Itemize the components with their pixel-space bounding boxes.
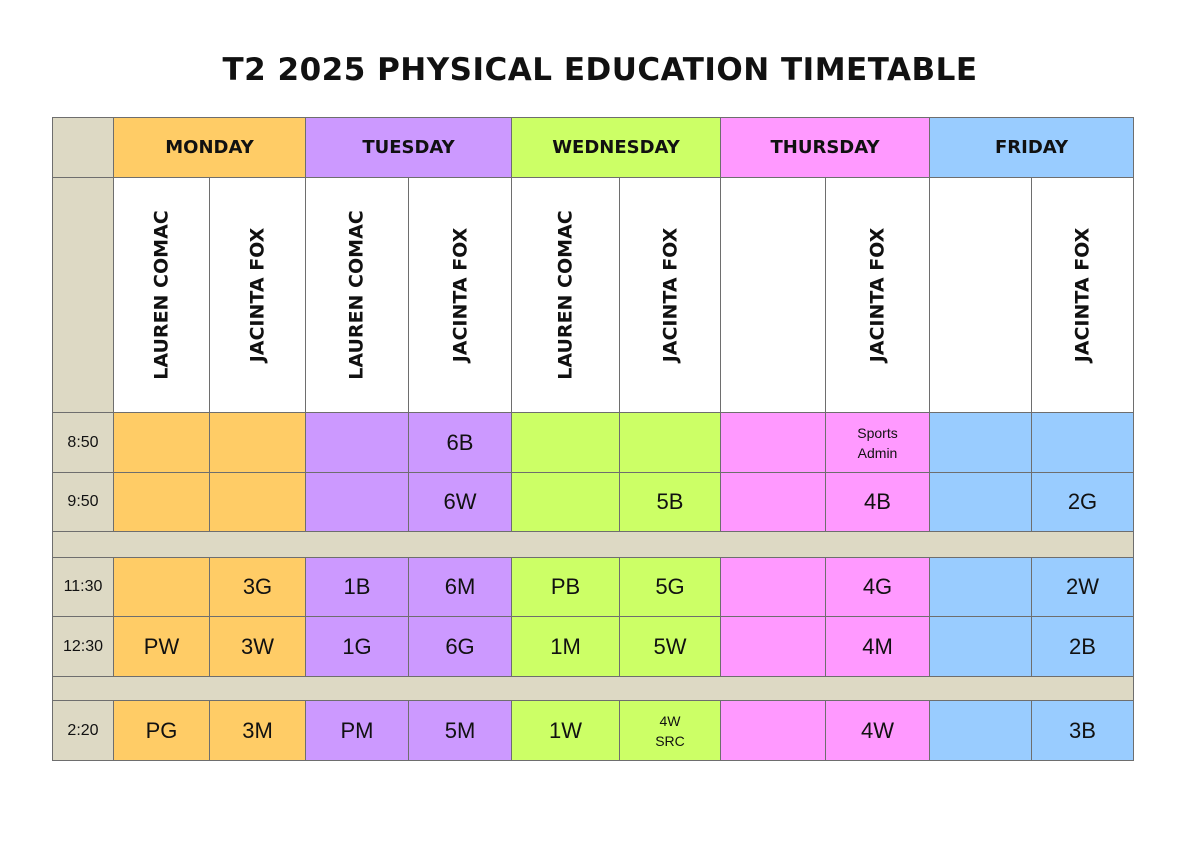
class-code: 1M: [550, 633, 581, 659]
class-code: 1B: [343, 574, 371, 599]
class-code: 4W: [861, 717, 894, 743]
class-code: 1G: [342, 633, 372, 659]
day-header-tuesday: [305, 117, 512, 178]
class-code: 6W: [443, 489, 477, 514]
day-label: THURSDAY: [770, 137, 880, 158]
class-cell: [825, 557, 930, 617]
day-header-monday: [113, 117, 306, 178]
time-label: 12:30: [62, 637, 104, 655]
class-code: 3B: [1069, 717, 1096, 743]
teacher-header: [619, 177, 721, 413]
class-code: PW: [143, 633, 180, 659]
class-code: 2B: [1069, 633, 1096, 659]
class-cell: [1031, 557, 1134, 617]
day-header-friday: [929, 117, 1134, 178]
class-cell: [113, 616, 210, 677]
class-cell: [1031, 616, 1134, 677]
time-cell: [52, 616, 114, 677]
teacher-header: [825, 177, 930, 413]
class-cell: [209, 616, 306, 677]
class-cell: [305, 616, 409, 677]
teacher-header: [1031, 177, 1134, 413]
class-cell: [825, 412, 930, 473]
day-header-wednesday: [511, 117, 721, 178]
teacher-name: JACINTA FOX: [659, 227, 682, 363]
page-title: T2 2025 PHYSICAL EDUCATION TIMETABLE: [222, 52, 978, 88]
time-label: 2:20: [67, 721, 99, 739]
class-code: 6B: [446, 429, 474, 455]
corner-cell-teachers: [52, 177, 114, 413]
class-cell: [113, 557, 210, 617]
teacher-header: [511, 177, 620, 413]
class-cell: [209, 557, 306, 617]
class-cell: [511, 557, 620, 617]
class-cell: [408, 700, 512, 761]
teacher-header: [720, 177, 826, 413]
class-code: 1W: [549, 717, 582, 743]
class-code: 6M: [444, 574, 476, 599]
teacher-header: [113, 177, 210, 413]
class-cell: [929, 616, 1032, 677]
class-cell: [511, 472, 620, 532]
class-cell: [619, 557, 721, 617]
class-cell: [1031, 412, 1134, 473]
class-cell: [209, 412, 306, 473]
time-label: 9:50: [67, 493, 99, 510]
class-cell: [720, 412, 826, 473]
class-cell: [825, 616, 930, 677]
teacher-name: JACINTA FOX: [866, 227, 889, 363]
class-cell: [305, 412, 409, 473]
class-code: 5W: [653, 633, 687, 659]
teacher-header: [929, 177, 1032, 413]
class-cell: [825, 700, 930, 761]
class-code: PM: [340, 717, 374, 743]
class-cell: [1031, 472, 1134, 532]
class-cell: [619, 700, 721, 761]
time-cell: [52, 700, 114, 761]
teacher-name: JACINTA FOX: [449, 227, 472, 363]
class-cell: [929, 472, 1032, 532]
class-cell: [113, 412, 210, 473]
class-cell: [929, 412, 1032, 473]
class-cell: [305, 557, 409, 617]
class-cell: [1031, 700, 1134, 761]
class-code: 5B: [656, 489, 684, 514]
class-code: PG: [145, 717, 178, 743]
class-cell: [408, 412, 512, 473]
class-code: 4W SRC: [655, 712, 685, 749]
class-cell: [720, 616, 826, 677]
teacher-name: JACINTA FOX: [1071, 227, 1094, 363]
teacher-name: LAUREN COMAC: [150, 210, 173, 380]
class-cell: [511, 616, 620, 677]
class-cell: [209, 700, 306, 761]
class-cell: [929, 700, 1032, 761]
time-label: 8:50: [67, 433, 99, 451]
class-cell: [929, 557, 1032, 617]
class-code: 2G: [1067, 489, 1098, 514]
class-code: 5M: [444, 717, 476, 743]
class-code: 4M: [862, 633, 893, 659]
class-cell: [720, 700, 826, 761]
teacher-name: LAUREN COMAC: [346, 210, 368, 380]
day-header-thursday: [720, 117, 930, 178]
class-cell: [209, 472, 306, 532]
teacher-header: [408, 177, 512, 413]
time-cell: [52, 472, 114, 532]
day-label: TUESDAY: [362, 137, 455, 158]
teacher-header: [209, 177, 306, 413]
class-code: Sports Admin: [857, 424, 898, 461]
time-label: 11:30: [63, 578, 103, 595]
day-label: FRIDAY: [994, 137, 1069, 158]
break-row: [52, 531, 1134, 558]
class-cell: [305, 472, 409, 532]
class-code: 3W: [241, 633, 274, 659]
class-code: 6G: [445, 633, 475, 659]
day-label: MONDAY: [165, 137, 254, 158]
teacher-name: JACINTA FOX: [246, 227, 269, 363]
corner-cell: [52, 117, 114, 178]
class-cell: [408, 616, 512, 677]
class-cell: [113, 700, 210, 761]
class-code: 4B: [864, 489, 891, 514]
class-code: PB: [550, 574, 581, 599]
class-code: 2W: [1066, 574, 1099, 599]
class-cell: [113, 472, 210, 532]
class-cell: [825, 472, 930, 532]
day-label: WEDNESDAY: [552, 137, 680, 158]
class-code: 4G: [862, 574, 893, 599]
class-code: 3G: [242, 574, 273, 599]
class-cell: [619, 472, 721, 532]
class-code: 3M: [242, 717, 273, 743]
class-cell: [720, 557, 826, 617]
break-row: [52, 676, 1134, 701]
class-cell: [305, 700, 409, 761]
class-cell: [511, 700, 620, 761]
teacher-name: LAUREN COMAC: [554, 210, 577, 380]
time-cell: [52, 557, 114, 617]
class-cell: [619, 412, 721, 473]
class-cell: [720, 472, 826, 532]
time-cell: [52, 412, 114, 473]
class-cell: [408, 557, 512, 617]
class-cell: [511, 412, 620, 473]
class-cell: [619, 616, 721, 677]
class-cell: [408, 472, 512, 532]
teacher-header: [305, 177, 409, 413]
class-code: 5G: [655, 574, 685, 599]
